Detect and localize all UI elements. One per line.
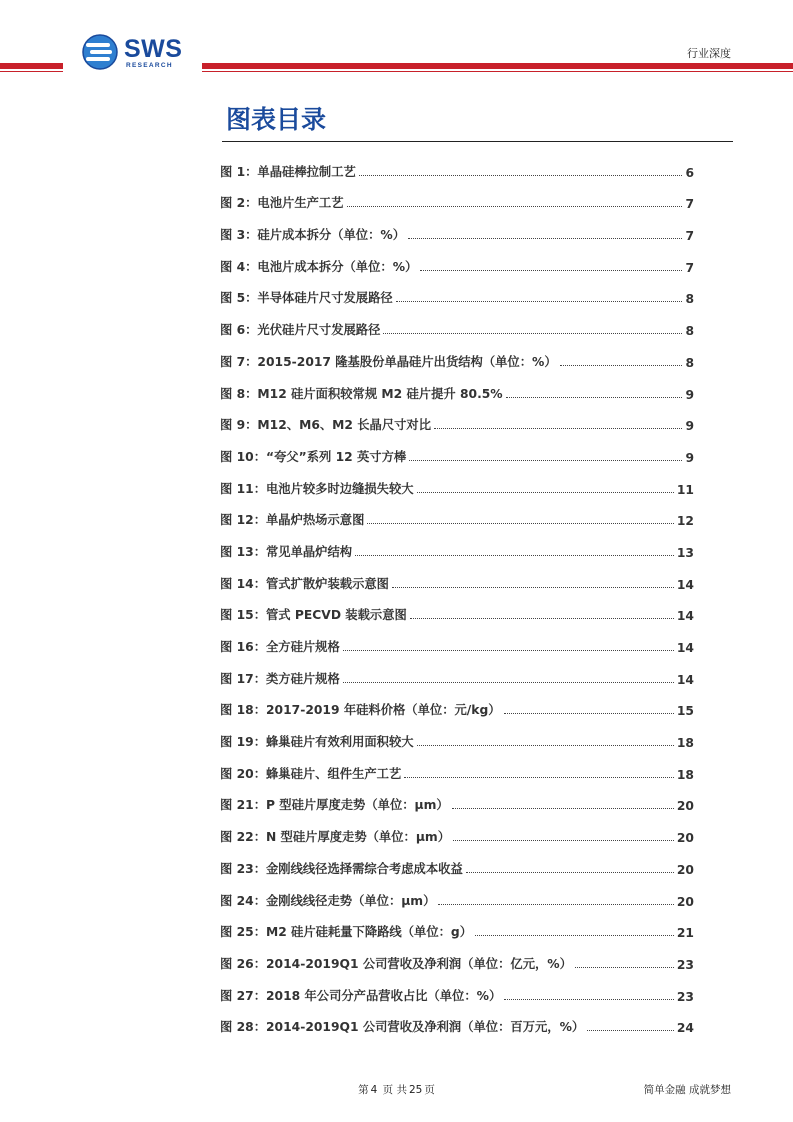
toc-dot-leader	[359, 175, 683, 176]
toc-dot-leader	[434, 428, 682, 429]
toc-entry-page[interactable]: 20	[676, 862, 694, 877]
toc-entry-label[interactable]: 图 25：M2 硅片硅耗量下降路线（单位：g）	[220, 925, 473, 940]
header-rule-left-thin	[0, 71, 63, 72]
footer-slogan: 简单金融 成就梦想	[643, 1084, 731, 1096]
toc-entry[interactable]	[220, 338, 694, 370]
page-suffix: 页	[424, 1084, 435, 1096]
toc-entry-page[interactable]: 23	[676, 989, 694, 1004]
toc-dot-leader	[420, 270, 682, 271]
toc-entry[interactable]	[220, 1004, 694, 1036]
toc-entry[interactable]	[220, 402, 694, 434]
page-mid: 页 共	[382, 1084, 407, 1096]
toc-entry[interactable]	[220, 180, 694, 212]
toc-entry-page[interactable]: 14	[676, 609, 694, 624]
toc-dot-leader	[396, 301, 683, 302]
toc-entry-label[interactable]: 图 17：类方硅片规格	[220, 671, 340, 686]
toc-entry-label[interactable]: 图 19：蜂巢硅片有效利用面积较大	[220, 735, 414, 750]
toc-dot-leader	[504, 999, 674, 1000]
toc-dot-leader	[367, 523, 674, 524]
toc-entry-label[interactable]: 图 22：N 型硅片厚度走势（单位：μm）	[220, 830, 450, 845]
page-prefix: 第	[358, 1084, 369, 1096]
header-rule-right	[202, 63, 793, 69]
toc-entry[interactable]	[220, 275, 694, 307]
toc-entry[interactable]	[220, 972, 694, 1004]
toc-entry-page[interactable]: 13	[676, 545, 694, 560]
toc-entry-label[interactable]: 图 28：2014-2019Q1 公司营收及净利润（单位：百万元，%）	[220, 1020, 585, 1035]
toc-entry-label[interactable]: 图 14：管式扩散炉装载示意图	[220, 576, 389, 591]
toc-entry[interactable]	[220, 243, 694, 275]
title-divider	[222, 141, 733, 142]
toc-entry-page[interactable]: 8	[685, 324, 694, 339]
page-title: 图表目录	[226, 105, 327, 134]
toc-entry-label[interactable]: 图 24：金刚线线径走势（单位：μm）	[220, 893, 436, 908]
toc-dot-leader	[355, 555, 674, 556]
toc-entry-label[interactable]: 图 10：“夸父”系列 12 英寸方棒	[220, 449, 407, 464]
toc-entry-label[interactable]: 图 16：全方硅片规格	[220, 640, 340, 654]
toc-dot-leader	[466, 872, 674, 873]
toc-entry-label[interactable]: 图 23：金刚线线径选择需综合考虑成本收益	[220, 861, 463, 876]
toc-dot-leader	[343, 650, 674, 651]
toc-entry-label[interactable]: 图 18：2017-2019 年硅料价格（单位：元/kg）	[220, 703, 501, 718]
toc-dot-leader	[438, 904, 673, 905]
toc-dot-leader	[417, 492, 674, 493]
toc-entry-page[interactable]: 6	[685, 165, 694, 180]
page-total: 25	[409, 1084, 423, 1096]
toc-dot-leader	[506, 397, 683, 398]
toc-entry-label[interactable]: 图 7：2015-2017 隆基股份单晶硅片出货结构（单位：%）	[220, 354, 557, 369]
toc-dot-leader	[410, 618, 674, 619]
logo-subtitle: RESEARCH	[126, 62, 173, 69]
toc-entry-label[interactable]: 图 26：2014-2019Q1 公司营收及净利润（单位：亿元，%）	[220, 956, 572, 971]
toc-entry-page[interactable]: 7	[685, 260, 694, 275]
toc-entry-label[interactable]: 图 1：单晶硅棒拉制工艺	[220, 164, 356, 179]
toc-entry-page[interactable]: 14	[676, 672, 694, 687]
toc-dot-leader	[453, 840, 674, 841]
toc-entry-page[interactable]: 7	[685, 229, 694, 244]
toc-entry-label[interactable]: 图 4：电池片成本拆分（单位：%）	[220, 259, 418, 274]
toc-dot-leader	[475, 935, 674, 936]
toc-dot-leader	[343, 682, 674, 683]
toc-entry-page[interactable]: 18	[676, 736, 694, 751]
toc-entry-page[interactable]: 9	[685, 450, 694, 465]
toc-entry-label[interactable]: 图 11：电池片较多时边缝损失较大	[220, 481, 414, 496]
toc-entry-label[interactable]: 图 12：单晶炉热场示意图	[220, 513, 365, 528]
toc-entry[interactable]	[220, 623, 694, 655]
toc-entry[interactable]	[220, 782, 694, 814]
toc-dot-leader	[408, 238, 682, 239]
toc-entry-page[interactable]: 18	[676, 767, 694, 782]
toc-entry-page[interactable]: 24	[676, 1021, 694, 1036]
toc-entry-label[interactable]: 图 15：管式 PECVD 装载示意图	[220, 608, 407, 623]
toc-dot-leader	[409, 460, 682, 461]
toc-entry[interactable]	[220, 211, 694, 243]
page-current: 4	[370, 1084, 378, 1096]
toc-entry-label[interactable]: 图 3：硅片成本拆分（单位：%）	[220, 228, 406, 243]
toc-entry[interactable]	[220, 592, 694, 624]
toc-entry-page[interactable]: 12	[676, 514, 694, 529]
figure-list	[220, 148, 694, 1035]
toc-dot-leader	[347, 206, 683, 207]
toc-entry-label[interactable]: 图 9：M12、M6、M2 长晶尺寸对比	[220, 418, 432, 433]
toc-entry[interactable]	[220, 465, 694, 497]
toc-entry-label[interactable]: 图 6：光伏硅片尺寸发展路径	[220, 323, 381, 338]
toc-entry[interactable]	[220, 497, 694, 529]
toc-entry-page[interactable]: 7	[685, 197, 694, 212]
toc-entry[interactable]	[220, 370, 694, 402]
toc-entry[interactable]	[220, 750, 694, 782]
toc-entry-page[interactable]: 8	[685, 292, 694, 307]
toc-entry-page[interactable]: 20	[676, 799, 694, 814]
header-rule-left	[0, 63, 63, 69]
toc-entry-page[interactable]: 11	[676, 482, 694, 497]
toc-dot-leader	[587, 1030, 674, 1031]
toc-dot-leader	[383, 333, 682, 334]
toc-entry[interactable]	[220, 433, 694, 465]
toc-entry-label[interactable]: 图 5：半导体硅片尺寸发展路径	[220, 291, 393, 306]
toc-entry-page[interactable]: 9	[685, 419, 694, 434]
toc-entry-label[interactable]: 图 2：电池片生产工艺	[220, 196, 344, 211]
header-rule-right-thin	[202, 71, 793, 72]
toc-dot-leader	[392, 587, 674, 588]
toc-entry-label[interactable]: 图 13：常见单晶炉结构	[220, 544, 353, 559]
toc-entry[interactable]	[220, 148, 694, 180]
document-type: 行业深度	[687, 47, 731, 60]
logo-wordmark: SWS	[124, 35, 183, 63]
toc-entry[interactable]	[220, 940, 694, 972]
toc-entry[interactable]	[220, 718, 694, 750]
toc-entry[interactable]	[220, 909, 694, 941]
toc-entry-page[interactable]: 14	[676, 577, 694, 592]
toc-dot-leader	[560, 365, 683, 366]
toc-entry[interactable]	[220, 813, 694, 845]
toc-entry[interactable]	[220, 655, 694, 687]
toc-entry[interactable]	[220, 306, 694, 338]
toc-entry-page[interactable]: 21	[676, 926, 694, 941]
logo-globe-icon	[82, 34, 118, 70]
toc-dot-leader	[575, 967, 674, 968]
toc-dot-leader	[504, 713, 674, 714]
toc-entry-label[interactable]: 图 20：蜂巢硅片、组件生产工艺	[220, 766, 402, 781]
toc-dot-leader	[417, 745, 674, 746]
toc-entry[interactable]	[220, 877, 694, 909]
toc-entry-page[interactable]: 15	[676, 704, 694, 719]
toc-entry[interactable]	[220, 528, 694, 560]
toc-entry-label[interactable]: 图 27：2018 年公司分产品营收占比（单位：%）	[220, 988, 502, 1003]
toc-entry-page[interactable]: 20	[676, 831, 694, 846]
toc-entry-page[interactable]: 9	[685, 387, 694, 402]
toc-entry[interactable]	[220, 560, 694, 592]
toc-entry[interactable]	[220, 687, 694, 719]
toc-entry-label[interactable]: 图 8：M12 硅片面积较常规 M2 硅片提升 80.5%	[220, 386, 503, 401]
toc-dot-leader	[404, 777, 674, 778]
toc-entry-page[interactable]: 23	[676, 957, 694, 972]
toc-entry-page[interactable]: 14	[676, 641, 694, 655]
toc-entry[interactable]	[220, 845, 694, 877]
toc-entry-label[interactable]: 图 21：P 型硅片厚度走势（单位：μm）	[220, 798, 449, 813]
toc-entry-page[interactable]: 20	[676, 894, 694, 909]
toc-entry-page[interactable]: 8	[685, 355, 694, 370]
toc-dot-leader	[452, 808, 674, 809]
